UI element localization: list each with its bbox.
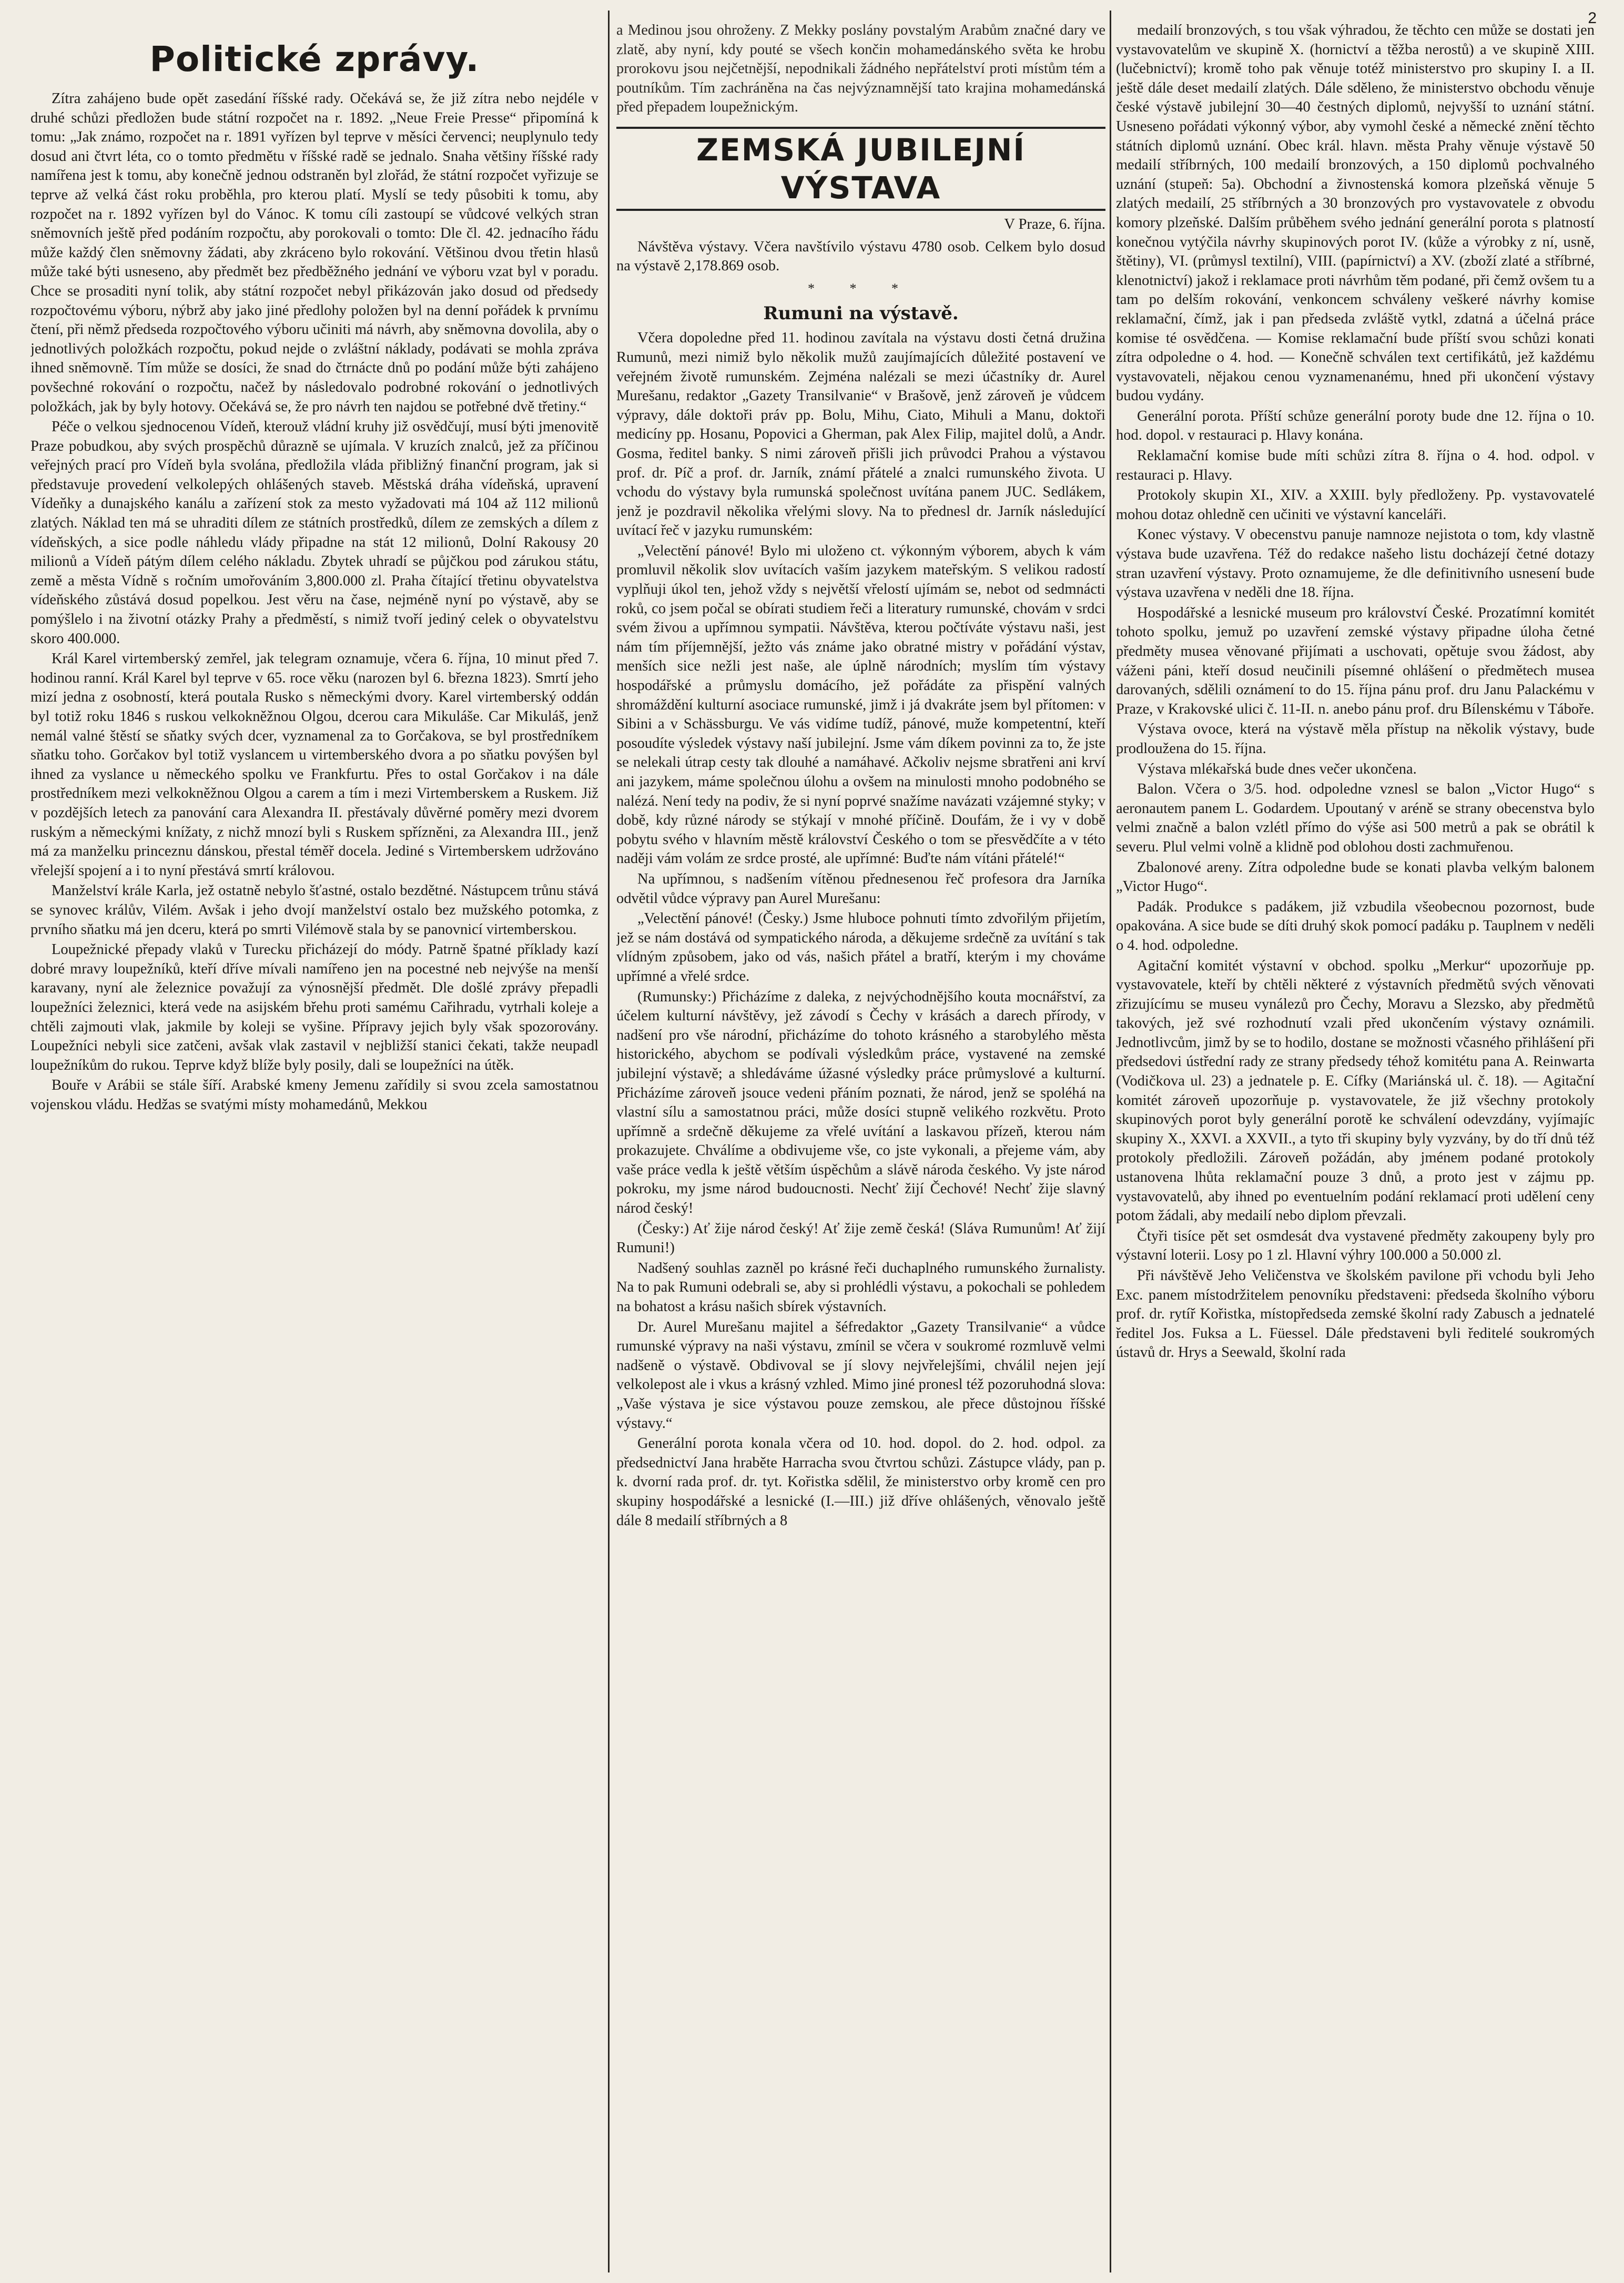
section-title-politicke-zpravy: Politické zprávy. [149, 39, 480, 79]
article-paragraph: Protokoly skupin XI., XIV. a XXIII. byly předloženy. Pp. vystavovatelé mohou dotaz ohledně cen učiniti ve výstavní kanceláři. [1116, 487, 1595, 523]
article-paragraph: Včera dopoledne před 11. hodinou zavítala na výstavu dosti četná družina Rumunů, mezi nimiž bylo několik mužů zaujímajících důležité postavení ve veřejném životě rumunském. Zejména nalézali se mezi účastníky dr. Aurel Murešanu, redaktor „Gazety Transilvanie“ v Brašově, jenž zároveň je vůdcem výpravy, dále doktoři práv pp. Bolu, Mihu, Ciato, Mihuli a Manu, doktoři medicíny pp. Hosanu, Popovici a Gherman, pak Alex Filip, majitel dolů, a Andr. Gosma, ředitel banky. S nimi zároveň přišli jich průvodci Prahou a výstavou prof. dr. Píč a prof. dr. Jarník, známí přátelé a znalci rumunského života. U vchodu do výstavy byla rumunská společnost uvítána panem JUC. Sedlákem, jenž je pozdravil několika vřelými slovy. Na to přednesl dr. Jarník následující uvítací řeč v jazyku rumunském: [616, 330, 1105, 539]
continued-paragraph: a Medinou jsou ohroženy. Z Mekky poslány povstalým Arabům značné dary ve zlatě, aby nyní, kdy pouté se všech končin mohamedánského světa ke hrobu prorokovu jsou nejčetnější, nepodnikali žádného nepřátelství proti místům tém a poutníkům. Tím zachráněna na čas nejvýznamnější tato krajina mohamedánská před přepadem loupežnickým. [616, 22, 1105, 116]
article-paragraph: Agitační komitét výstavní v obchod. spolku „Merkur“ upozorňuje pp. vystavovatele, kteří by chtěli některé z výstavních předmětů svých věnovati zřizujícímu se museu vynálezů pro Čechy, Moravu a Slezsko, aby předmětů takových, jež své rozhodnutí vzali před ukončením výstavy oznámili. Jednotlivcům, jimž by se to hodilo, dostane se možnosti včasného přihlášení při předsedovi ústřední rady ze strany předsedy téhož komitétu pana A. Reinwarta (Vodičkova ul. 23) a jednatele p. E. Cífky (Mariánská ul. č. 18). — Agitační komitét zároveň upozorňuje p. vystavovatele, že již všechny protokoly skupinových porot byly generální porotě ke schválení odevzdány, vyjímajíc skupiny X., XXVI. a XXVII., a tyto tři skupiny byly vyzvány, by do tří dnů též protokoly předložili. Zároveň požádán, aby jménem podané protokoly ustanovena lhůta reklamační pouze 3 dnů, a proto jest v zájmu pp. vystavovatelů, aby ihned po eventuelním podání reklamací proti udělení ceny potom žádali, aby medailí nebo diplom převzali. [1116, 957, 1595, 1224]
article-paragraph: Nadšený souhlas zazněl po krásné řeči duchaplného rumunského žurnalisty. Na to pak Rumuni odebrali se, aby si prohlédli výstavu, a pokochali se pohledem na bohatost a krásu našich sbírek výstavních. [616, 1260, 1105, 1315]
exhibition-banner: ZEMSKÁ JUBILEJNÍ VÝSTAVA [616, 127, 1105, 211]
article-paragraph: Bouře v Arábii se stále šíří. Arabské kmeny Jemenu zařídily si svou zcela samostatnou vojenskou vládu. Hedžas se svatými místy mohamedánů, Mekkou [31, 1077, 598, 1113]
article-paragraph: Výstava mlékařská bude dnes večer ukončena. [1137, 760, 1417, 777]
column-rule-1 [608, 11, 610, 2272]
article-paragraph: Hospodářské a lesnické museum pro království České. Prozatímní komitét tohoto spolku, jemuž po uzavření zemské výstavy připadne úloha četné předměty musea věnované přijímati a uschovati, opětuje svou žádost, aby váženi páni, kteří dosud neučinili písemné ohlášení o předmětech musea darovaných, sdělili oznámení to do 15. října pánu prof. dru Janu Palackému v Praze, v Krakovské ulici č. 11-II. n. anebo pánu prof. dru Bílenskému v Táboře. [1116, 604, 1595, 717]
page-number: 2 [1588, 9, 1597, 27]
middle-paragraphs [616, 329, 1105, 1530]
attendance-note: Návštěva výstavy. Včera navštívilo výstavu 4780 osob. Celkem bylo dosud na výstavě 2,178.869 osob. [616, 238, 1105, 275]
left-paragraphs [31, 89, 598, 1114]
article-paragraph: Manželství krále Karla, jež ostatně nebylo šťastné, ostalo bezdětné. Nástupcem trůnu stává se synovec králův, Vilém. Avšak i jeho dvojí manželství ostalo bez mužského potomka, z prvního sňatku má jen dceru, která po smrti Vilémově stala by se panovnicí virtemberskou. [31, 882, 598, 938]
dateline: V Praze, 6. října. [1004, 216, 1105, 232]
article-paragraph: Reklamační komise bude míti schůzi zítra 8. října o 4. hod. odpol. v restauraci p. Hlavy. [1116, 448, 1595, 483]
article-paragraph: Zbalonové areny. Zítra odpoledne bude se konati plavba velkým balonem „Victor Hugo“. [1116, 859, 1595, 895]
column-right [1116, 21, 1595, 2262]
article-paragraph: Na upřímnou, s nadšením vítěnou přednesenou řeč profesora dra Jarníka odvětil vůdce výpravy pan Aurel Murešanu: [616, 870, 1105, 907]
article-paragraph: Balon. Včera o 3/5. hod. odpoledne vznesl se balon „Victor Hugo“ s aeronautem panem L. Godardem. Upoutaný v aréně se strany obecenstva bylo velmi značně a balon vzlétl přímo do výše asi 500 metrů a pak se obrátil k severu. Plul velmi volně a klidně pod oblohou dosti zachmuřenou. [1116, 781, 1595, 855]
article-paragraph: medailí bronzových, s tou však výhradou, že těchto cen může se dostati jen vystavovatelům ve skupině X. (hornictví a těžba nerostů) a ve skupině XIII. (lučebnictví); kromě toho pak věnuje totéž ministerstvo pro skupiny I. a II. ještě dále deset medailí zlatých. Dále sděleno, že ministerstvo obchodu věnuje české výstavě jubilejní 30—40 čestných diplomů, nejvyšší to uznání státní. Usneseno pořádati výkonný výbor, aby vymohl české a německé znění těchto státních diplomů uznání. Obec král. hlavn. města Prahy věnuje výstavě 50 medailí stříbrných, 100 medailí bronzových, a 150 diplomů pochvalného uznání (stupeň: 5a). Obchodní a živnostenská komora plzeňská věnuje 5 zlatých medailí, 25 stříbrných a 30 bronzových pro vystavovatele z obvodu komory plzeňské. Dalším průběhem svého jednání generální porota s platností konečnou vytýčila návrhy skupinových porot IV. (kůže a výrobky z ní, usně, štětiny), VI. (průmysl textilní), VIII. (papírnictví) a XV. (zboží zlaté a stříbrné, klenotnictví) jakož i reklamace proti návrhům těm podané, při čemž ovšem tu a tam po delším rokování, venkoncem schváleny veškeré návrhy komise reklamační, čímž, jak i pan předseda zvláště vytkl, zdatná a účelná práce komise té osvědčena. — Komise reklamační bude příští svou schůzi konati zítra odpoledne o 4. hod. — Konečně schválen text certifikátů, jež každému vystavovateli, nějakou cenou vyznamenanému, hned při ukončení výstavy budou vydány. [1116, 22, 1595, 404]
column-rule-2 [1110, 11, 1111, 2272]
article-paragraph: „Velectění pánové! Bylo mi uloženo ct. výkonným výborem, abych k vám promluvil několik slov uvítacích vaším jazykem mateřským. S velikou radostí vyplňuji úkol ten, jehož vždy s největší vřelostí ujímám se, nebot od sedmnácti roků, co jsem počal se obírati studiem řeči a literatury rumunské, chovám v srdci svém živou a upřímnou sympatii. Návštěva, kterou počtíváte výstavu naši, jest nám tím příjemnější, ježto vás známe jako obratné mistry v pořádání výstav, menších sice nežli jest naše, ale úplně národních; myslím tím výstavy hospodářské a průmyslu domácího, jež pořádáte za přispění valných shromáždění kulturní asociace rumunské, jimž i já dvakráte jsem byl přítomen: v Sibini a v Schässburgu. Ve vás vidíme tudíž, pánové, muže kompetentní, kteří posoudíte výsledek výstavy naší jubilejní. Jsme vám díkem povinni za to, že jste se nelekali útrap cesty tak dlouhé a namáhavé. Ačkoliv nejsme sbratřeni ani krví ani jazykem, máme společnou úlohu a ovšem na minulosti mnoho podobného se nalézá. Není tedy na podiv, že si nyní poprvé snažíme navázati vzájemné styky; v době, kdy různé národy se stýkají v mnohé příčině. Doufám, že i vy v době pobytu svého v hlavním městě království Českého o tom se přesvědčíte a v této naději vám volám ze srdce prosté, ale upřímné: Buďte nám vítáni přátelé!“ [616, 542, 1105, 867]
article-paragraph: (Rumunsky:) Přicházíme z daleka, z nejvýchodnějšího kouta mocnářství, za účelem kulturní návštěvy, jež závodí s Čechy v krásách a darech přírody, v nadšení pro vše národní, přicházíme do tohoto krásného a starobylého města historického, abychom se podívali výsledkům práce, vystavené na zemské jubilejní výstavě; a shledáváme úžasné výsledky práce průmyslové a kulturní. Přicházíme zároveň jsouce vedeni přáním poznati, že národ, jenž se spoléhá na vlastní sílu a samostatnou práci, může dosíci stupně velikého rozkvětu. Proto upřímně a srdečně děkujeme za vřelé uvítání a laskavou přízeň, kterou nám prokazujete. Chválíme a obdivujeme vše, co jste vykonali, a přejeme vám, aby vaše práce vedla k ještě větším úspěchům a slávě národa českého. Vy jste národ pokroku, my jsme národ budoucnosti. Nechť žijí Čechové! Nechť žije slavný národ český! [616, 988, 1105, 1217]
article-paragraph: Generální porota konala včera od 10. hod. dopol. do 2. hod. odpol. za předsednictví Jana hraběte Harracha svou čtvrtou schůzi. Zástupce vlády, pan p. k. dvorní rada prof. dr. tyt. Kořistka sdělil, že ministerstvo orby kromě cen pro skupiny hospodářské a lesnické (I.—III.) již dříve ohlášených, věnovalo ještě dále 8 medailí stříbrných a 8 [616, 1435, 1105, 1529]
column-middle [616, 21, 1105, 2262]
article-paragraph: Dr. Aurel Murešanu majitel a šéfredaktor „Gazety Transilvanie“ a vůdce rumunské výpravy na naši výstavu, zmínil se včera v soukromé rozmluvě velmi nadšeně o výstavě. Obdivoval se jí slovy nejvřelejšími, chválil nejen její velkolepost ale i vkus a krásný vzhled. Mimo jiné pronesl též pozoruhodná slova: „Vaše výstava je sice výstavou pouze zemskou, ale přece důstojnou říšské výstavy.“ [616, 1318, 1105, 1432]
article-paragraph: Čtyři tisíce pět set osmdesát dva vystavené předměty zakoupeny byly pro výstavní loterii. Losy po 1 zl. Hlavní výhry 100.000 a 50.000 zl. [1116, 1227, 1595, 1264]
separator-stars: * * * [808, 280, 914, 296]
article-paragraph: Loupežnické přepady vlaků v Turecku přicházejí do módy. Patrně špatné příklady kazí dobré mravy loupežníků, kteří dříve mívali namířeno jen na pocestné neb nejvýše na menší karavany, nyní ale železnice považují za výnosnější předmět. Dle došlé zprávy přepadli loupežníci železnici, která vede na asijském břehu proti samému Cařihradu, vytrhali koleje a chtěli zajmouti vlak, jakmile by koleji se vyšine. Přípravy jejich byly však spozorovány. Loupežníci nebyli sice zatčeni, avšak vlak zastavil v nejbližší stanici čekati, takže neupadl loupežníkům do rukou. Teprve když blíže byly posily, dali se loupežníci na útěk. [31, 941, 598, 1073]
article-paragraph: (Česky:) Ať žije národ český! Ať žije země česká! (Sláva Rumunům! Ať žijí Rumuni!) [616, 1220, 1105, 1256]
article-paragraph: Zítra zahájeno bude opět zasedání říšské rady. Očekává se, že již zítra nebo nejdéle v druhé schůzi předložen bude státní rozpočet na r. 1892. „Neue Freie Presse“ připomíná k tomu: „Jak známo, rozpočet na r. 1891 vyřízen byl teprve v měsíci červenci; neuplynulo tedy dosud ani čtvrt léta, co o tomto předmětu v říšské radě se jednalo. Snaha většiny říšské rady namířena jest k tomu, aby konečně jednou odstraněn byl zlořád, že státní rozpočet vyřizuje se teprve až velká část roku proběhla, pro kterou platí. Myslí se tedy působiti k tomu, aby rozpočet na r. 1892 vyřízen byl do Vánoc. K tomu cíli zastoupí se vůdcové velkých stran sněmovních ještě před podáním rozpočtu, aby porokovali o tomto: Dle čl. 42. jednacího řádu může každý člen sněmovny žádati, aby zkráceno bylo rokování. Většinou dvou třetin hlasů může také býti usneseno, aby předmět bez předběžného jednání ve výboru vzat byl v poradu. Chce se prosaditi nyní tolik, aby státní rozpočet nebyl přikázován jako dosud od předsedy rozpočtovému výboru, nýbrž aby jako jiné předlohy položen byl na denní pořádek k prvnímu čtení, při němž předseda rozpočtového výboru učiniti má návrh, aby sněmovna dovolila, aby o jednotlivých položkách rozpočtu, pokud nejde o zvláštní náklady, podávati se mohla zpráva ihned sněmovně. Tím může se dosíci, že snad do čtrnácte dnů po podání může býti zahájeno povšechné rokování o rozpočtu, načež by následovalo podrobné rokování o jednotlivých položkách, jak by byly hotovy. Očekává se, že pro návrh ten najdou se potřebné dvě třetiny.“ [31, 90, 598, 415]
article-paragraph: Král Karel virtemberský zemřel, jak telegram oznamuje, včera 6. října, 10 minut před 7. hodinou ranní. Král Karel byl teprve v 65. roce věku (narozen byl 6. března 1823). Smrtí jeho mizí jedna z osobností, která poutala Rusko s německými dvory. Karel virtemberský oddán byl totiž roku 1846 s ruskou velkokněžnou Olgou, dcerou cara Mikuláše. Car Mikuláš, jenž nemál valné štěstí se sňatky svých dcer, vyznamenal za to Gorčakova, se byl prostředníkem sňatku toho. Gorčakov byl totiž vyslancem u virtemberského dvora a po sňatku povýšen byl ihned za vyslance u německého spolku ve Frankfurtu. Přes to ostal Gorčakov i na dále prostředníkem mezi velkokněžnou Olgou a carem a tím i mezi Virtemberskem a Ruskem. Již v pozdějších letech za panování cara Alexandra II. přestávaly důvěrné poměry mezi dvorem ruským a německými knížaty, z nichž mnozí byli s Ruskem spřízněni, za Alexandra III., jenž má za manželku princeznu dánskou, přestal téměř docela. Jediné s Virtemberskem udržováno vřelejší spojení a i to nyní přestává smrtí královou. [31, 651, 598, 879]
column-left [31, 21, 598, 2262]
article-paragraph: Při návštěvě Jeho Veličenstva ve školském pavilone při vchodu byli Jeho Exc. panem místodržitelem penovníku představeni: předseda školního výboru prof. dr. rytíř Kořistka, místopředseda zemské školní rady Zabusch a jednatelé ředitel Jos. Fuksa a L. Füessel. Dále představeni byli ředitelé soukromých ústavů dr. Hrys a Seewald, školní rada [1116, 1267, 1595, 1361]
article-paragraph: „Velectění pánové! (Česky.) Jsme hluboce pohnuti tímto zdvořilým přijetím, jež se nám dostává od sympatického národa, a děkujeme srdečně za uvítání s tak vlídným způsobem, jako od vás, našich přátel a bratří, kterým i my chováme upřímné a vřelé srdce. [616, 910, 1105, 985]
article-paragraph: Konec výstavy. V obecenstvu panuje namnoze nejistota o tom, kdy vlastně výstava bude uzavřena. Též do redakce našeho listu docházejí četné dotazy stran uzavření výstavy. Proto oznamujeme, že dle definitivního usnesení bude výstava uzavřena v neděli dne 18. října. [1116, 526, 1595, 601]
right-paragraphs [1116, 21, 1595, 1363]
article-paragraph: Padák. Produkce s padákem, již vzbudila všeobecnou pozornost, bude opakována. A sice bude se díti druhý skok pomocí padáku p. Tauplnem v neděli o 4. hod. odpoledne. [1116, 898, 1595, 953]
article-paragraph: Generální porota. Příští schůze generální poroty bude dne 12. října o 10. hod. dopol. v restauraci p. Hlavy konána. [1116, 408, 1595, 444]
subheading-rumuni: Rumuni na výstavě. [763, 303, 959, 324]
article-paragraph: Výstava ovoce, která na výstavě měla přístup na několik výstavy, bude prodloužena do 15. října. [1116, 721, 1595, 757]
article-paragraph: Péče o velkou sjednocenou Vídeň, kterouž vládní kruhy již osvědčují, musí býti jmenovitě Praze pobudkou, aby svých prospěchů důrazně se ujímala. V kruzích znalců, jež za příčinou veřejných prací pro Vídeň byla svolána, předložila vláda přibližný finanční program, jak si představuje provedení velkolepých ohlášených staveb. Městská dráha vídeňská, upravení Vídeňky a dunajského kanálu a zařízení stok za mesto vyžadovati má 104 až 112 milionů zlatých. Náklad ten má se uhraditi dílem ze státních prostředků, dílem ze zemských a dílem z vídeňských, a sice podle náhledu vlády připadne na stát 12 milionů, Dolní Rakousy 20 milionů a Vídeň pátým dílem celého nákladu. Zbytek uhradí se půjčkou pod zárukou státu, země a města Vídně s ročním umořováním 3,800.000 zl. Praha čítající třetinu obyvatelstva vídeňského zůstává dosud popelkou. Jest věru na čase, nejméně nyní po výstavě, aby se pomýšlelo i na životní otázky Prahy a předměstí, s nimiž tvoří jediný celek o obyvatelstvu skoro 400.000. [31, 419, 598, 647]
